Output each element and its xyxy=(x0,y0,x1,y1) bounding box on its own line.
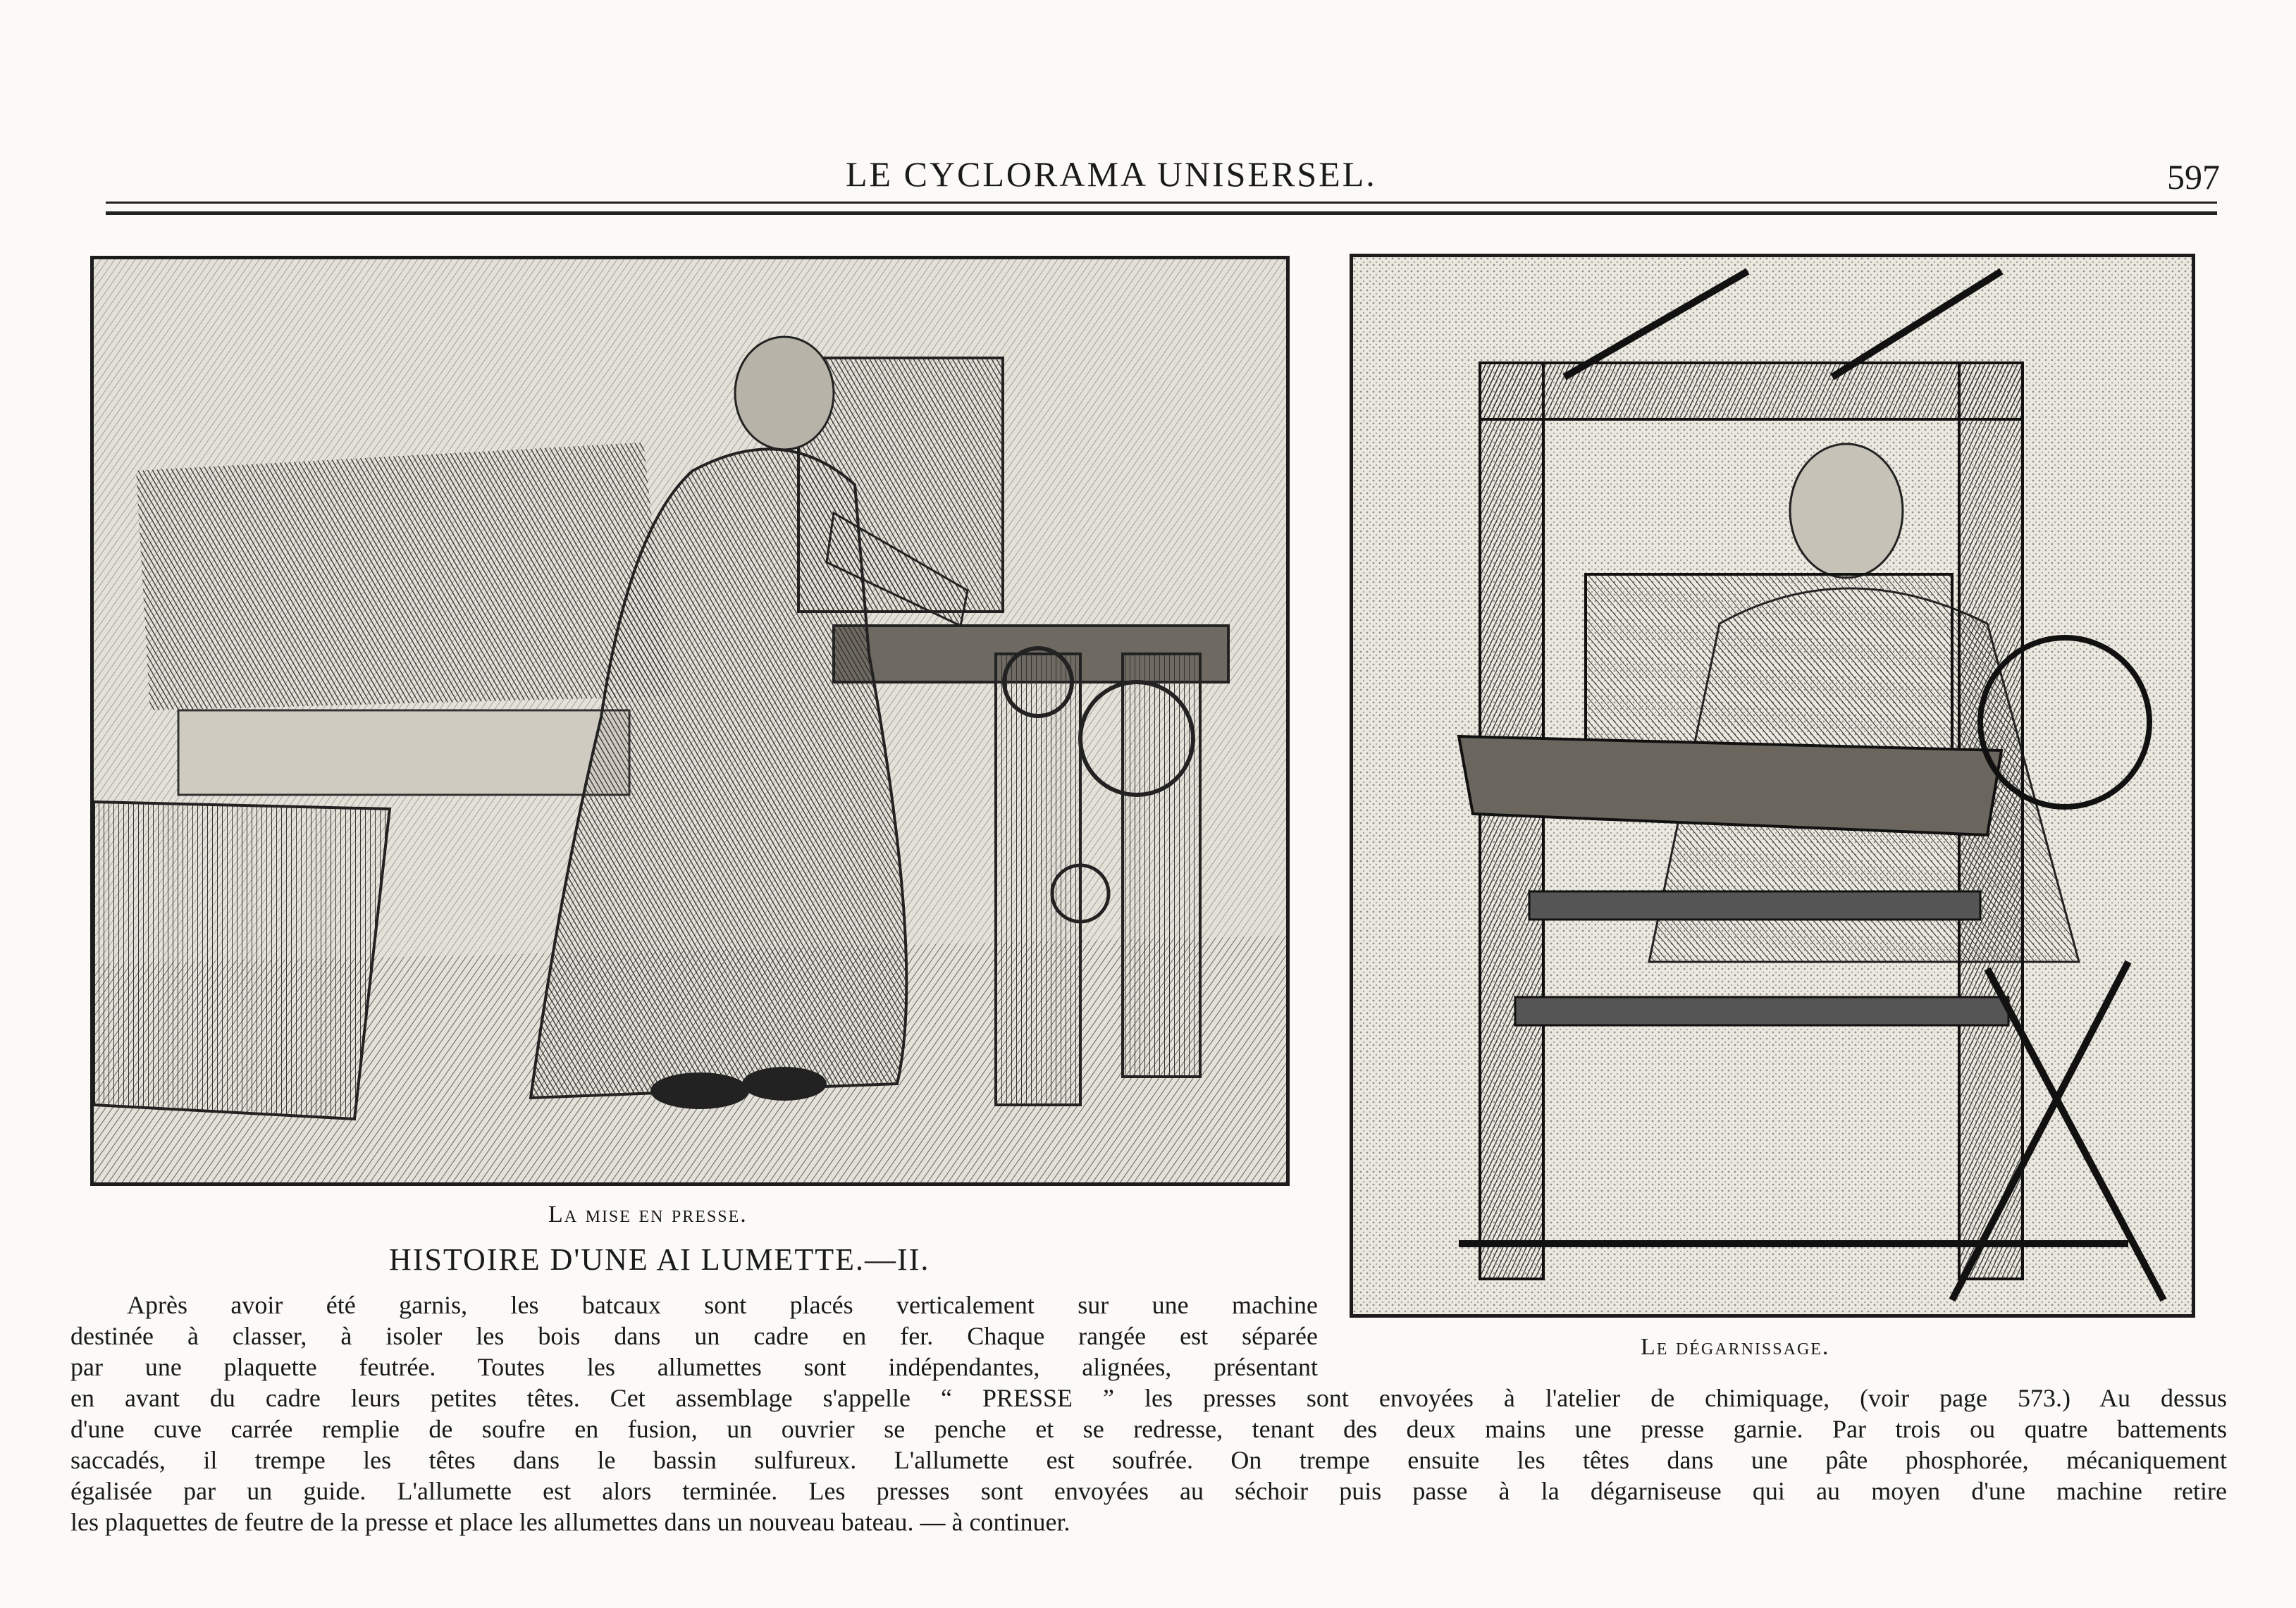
article-line: égalisée par un guide. L'allumette est alors terminée. Les presses sont envoyées au séchoir puis passe à la dégarniseuse qui au moyen d'une machine retire xyxy=(70,1477,2227,1505)
article-line: Après avoir été garnis, les batcaux sont placés verticalement sur une machine xyxy=(127,1291,1318,1319)
engraving-mise-en-presse xyxy=(90,256,1290,1186)
header-rule-thin xyxy=(106,202,2217,204)
header-rule-thick xyxy=(106,211,2217,215)
article-line: en avant du cadre leurs petites têtes. Cet assemblage s'appelle “ PRESSE ” les presses sont envoyées à l'atelier de chimiquage, (voir page 573.) Au dessus xyxy=(70,1384,2227,1412)
article-line: les plaquettes de feutre de la presse et place les allumettes dans un nouveau bateau. — à continuer. xyxy=(70,1508,1070,1536)
figure-caption-right: Le dégarnissage. xyxy=(1641,1334,1830,1360)
journal-title: LE CYCLORAMA UNISERSEL. xyxy=(846,154,1377,194)
engraving-mise-en-presse-illustration xyxy=(94,259,1286,1182)
article-line: saccadés, il trempe les têtes dans le bassin sulfureux. L'allumette est soufrée. On trempe ensuite les têtes dans une pâte phosphorée, mécaniquement xyxy=(70,1446,2227,1474)
article-title: HISTOIRE D'UNE AI LUMETTE.—II. xyxy=(389,1242,930,1277)
article-line: par une plaquette feutrée. Toutes les allumettes sont indépendantes, alignées, présentant xyxy=(70,1353,1318,1381)
page-number: 597 xyxy=(2167,157,2220,197)
figure-caption-left: La mise en presse. xyxy=(548,1201,748,1227)
engraving-degarnissage-illustration xyxy=(1353,257,2192,1314)
engraving-degarnissage xyxy=(1350,254,2195,1318)
article-line: destinée à classer, à isoler les bois dans un cadre en fer. Chaque rangée est séparée xyxy=(70,1322,1318,1350)
article-line: d'une cuve carrée remplie de soufre en fusion, un ouvrier se penche et se redresse, tenant des deux mains une presse garnie. Par trois ou quatre battements xyxy=(70,1415,2227,1443)
